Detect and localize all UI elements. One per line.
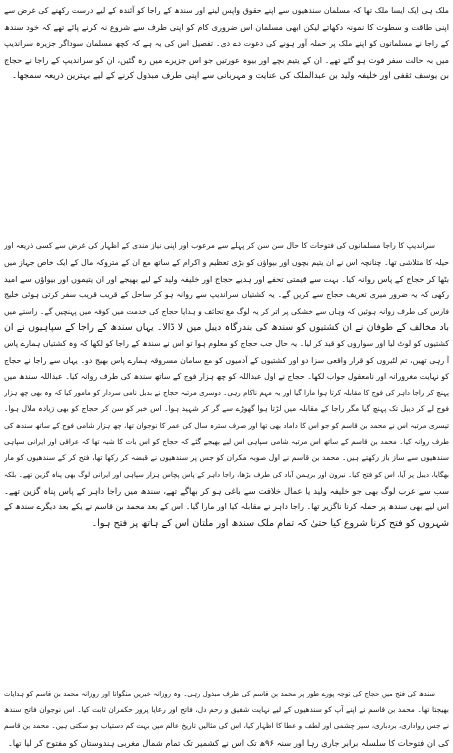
paragraph-1: [4, 3, 449, 84]
text-line: سراندیپ کا راجا مسلمانوں کی فتوحات کا حال سن سن کر پہلے سے مرعوب اور اپنی نیاز مندی کے اظہار کی غرض سے کسی ذریعہ اور: [4, 241, 435, 251]
text-line: حیلہ کا متلاشی تھا۔ چنانچہ اس نے ان یتیم بچوں اور بیواؤں کو بڑی تعظیم و اکرام کے ساتھ مع ان کے متروکہ مال کے ایک خاص جہاز میں: [4, 257, 449, 267]
text-line: کے راجا نے مسلمانوں کو اپنے ملک پر حملہ آور ہونے کی دعوت دے دی۔ تفصیل اس کی یہ ہے کہ کچھ مسلمان سوداگر جزیرہ سراندیپ: [4, 38, 449, 48]
text-line: کی ان فتوحات کا سلسلہ برابر جاری رہا اور سنہ ۹۶ھ تک اس نے کشمیر تک تمام شمال مغربی ہندوستان کو مفتوح کر لیا تھا۔: [7, 737, 449, 748]
text-line: طرف روانہ کیا۔ محمد بن قاسم کے ساتھ اس مرتبہ شامی سپاہی اس لیے بھیجے گئے کہ حجاج کو اس بات کا شبہ تھا کہ عراقی اور ایرانی سپاہی: [4, 437, 449, 447]
text-line: آ رہی تھیں، تم لٹیروں کو قرار واقعی سزا دو اور کشتیوں کے آدمیوں کو مع سامان مسروقہ ہمارے پاس بھیج دو۔ یہاں سے راجا نے حجاج: [4, 355, 449, 365]
text-line: تیسری مرتبہ اس نے محمد بن قاسم کو جو اس کا داماد بھی تھا اور صرف سترہ سال کی عمر کا نوجوان تھا، چھ ہزار شامی فوج کے ساتھ سندھ کی: [4, 420, 449, 430]
text-line: سندھیوں سے ساز باز رکھتے ہیں۔ محمد بن قاسم نے اول صوبہ مکران کو جس پر سندھیوں نے قبضہ کر رکھا تھا، فتح کر کے سندھیوں کو مار: [4, 453, 449, 463]
text-line: ملک ہی ایک ایسا ملک تھا کہ مسلمان سندھیوں سے اپنے حقوق واپس لینے اور سندھ کے راجا کو آئندہ کے لیے درست رکھنے کی غرض سے: [4, 6, 449, 15]
text-line: نے جس رواداری، بردباری، سیر چشمی اور لطف و عطا کا اظہار کیا، اس کی مثالیں تاریخ عالم میں بہت کم دستیاب ہو سکتی ہیں۔ محمد بن قاسم: [4, 721, 449, 731]
text-line: پہنچ کر راجا داہر کی فوج کا مقابلہ کرتا ہوا مارا گیا اور یہ مہم ناکام رہی۔ دوسری مرتبہ حجاج نے بدیل نامی سردار کو مامور کیا کہ وہ بھی چھ ہزار: [4, 389, 449, 398]
text-line: باد مخالف کے طوفان نے ان کشتیوں کو سندھ کی بندرگاہ دیبل میں لا ڈالا۔ یہاں سندھ کے راجا کے سپاہیوں نے ان: [4, 321, 449, 333]
text-line: سندھ کی فتح میں حجاج کی توجہ پورے طور پر محمد بن قاسم کی طرف مبذول رہی۔ وہ روزانہ خبریں منگواتا اور روزانہ محمد بن قاسم کو ہدایات: [4, 689, 435, 698]
text-line: فوج لے کر دیبل تک پہنچ گیا مگر راجا کے مقابلہ میں لڑتا ہوا گھوڑے سے گر کر شہید ہوا۔ اس خبر کو سن کر حجاج کو بھی زیادہ ملال ہوا۔: [4, 404, 449, 414]
paragraph-2: [4, 238, 449, 531]
text-line: رکھی کہ یہ ضرور میری تعریف حجاج سے کریں گے۔ یہ کشتیاں سراندیپ سے روانہ ہو کر ساحل کے قریب قریب سفر کرتی ہوئی خلیج: [4, 290, 449, 300]
text-line: بھگایا، دیبل پر آیا، اس کو فتح کیا۔ نیرون اور برہمن آباد کی طرف بڑھا، راجا داہر کے پاس پچاس ہزار سپاہی اور ایرانی لوگ بھی پناہ گزین تھے۔ بلکہ: [4, 470, 449, 479]
text-line: فارس کی طرف روانہ ہوئیں کہ وہاں سے خشکی پر اتر کر یہ لوگ مع تحائف و ہدایا حجاج کی خدمت میں کوفہ میں پہنچیں گے۔ راستے میں: [4, 306, 449, 316]
text-line: کشتیوں کو لوٹ لیا اور سواروں کو قید کر لیا۔ یہ حال جب حجاج کو معلوم ہوا تو اس نے سندھ کے راجا کو لکھا کہ وہ کشتیاں ہمارے پاس: [4, 339, 449, 349]
text-line: سب سے عرب لوگ بھی جو خلیفہ ولید یا عمال خلافت سے باغی ہو کر بھاگے تھے، سندھ میں راجا داہر کے پاس پناہ گزین تھے۔: [4, 485, 449, 496]
text-line: شہروں کو فتح کرنا شروع کیا حتیٰ کہ تمام ملک سندھ اور ملتان اس کے ہاتھ پر فتح ہوا۔: [91, 517, 449, 529]
text-line: اپنی طاقت و سطوت کا نمونہ دکھاتے لیکن ابھی مسلمان اس ضروری کام کو اپنی طرف سے شروع نہ کرنے پائے تھے کہ خود سندھ: [4, 22, 449, 33]
text-line: بن یوسف ثقفی اور خلیفہ ولید بن عبدالملک کی عنایت و مہربانی سے اپنی طرف مبذول کرنے کے لیے بہترین ذریعہ سمجھا۔: [12, 71, 449, 82]
text-line: کو نہایت مغرورانہ اور نامعقول جواب لکھا۔ حجاج نے اول عبداللہ کو چھ ہزار فوج کے ساتھ سندھ کی طرف روانہ کیا۔ عبداللہ سندھ میں: [4, 371, 449, 381]
text-line: بٹھا کر حجاج کے پاس روانہ کیا۔ بہت سے قیمتی تحفے اور ہدیے حجاج اور خلیفہ ولید کے لیے بھیجے اور ان یتیموں اور بیواؤں سے امید: [4, 274, 449, 285]
text-line: بھیجتا تھا۔ محمد بن قاسم نے اپنے آپ کو سندھیوں کے لیے نہایت شفیق و رحم دل، فاتح اور رعایا پرور حکمران ثابت کیا۔ اس نوجوان فاتح سندھ: [4, 705, 449, 715]
text-line: اس لیے بھی سندھ پر حملہ کرنا ناگزیر تھا۔ راجا داہر نے مقابلہ کیا اور مارا گیا۔ اس کے بعد محمد بن قاسم نے یکے بعد دیگرے سندھ کے: [4, 502, 449, 512]
text-line: میں بہ حالت سفر فوت ہو گئے تھے۔ ان کے یتیم بچے اور بیوہ عورتیں جو اس جزیرے میں رہ گئیں، ان کو سراندیپ کے راجا نے حجاج: [4, 54, 449, 65]
paragraph-3: [4, 686, 449, 751]
